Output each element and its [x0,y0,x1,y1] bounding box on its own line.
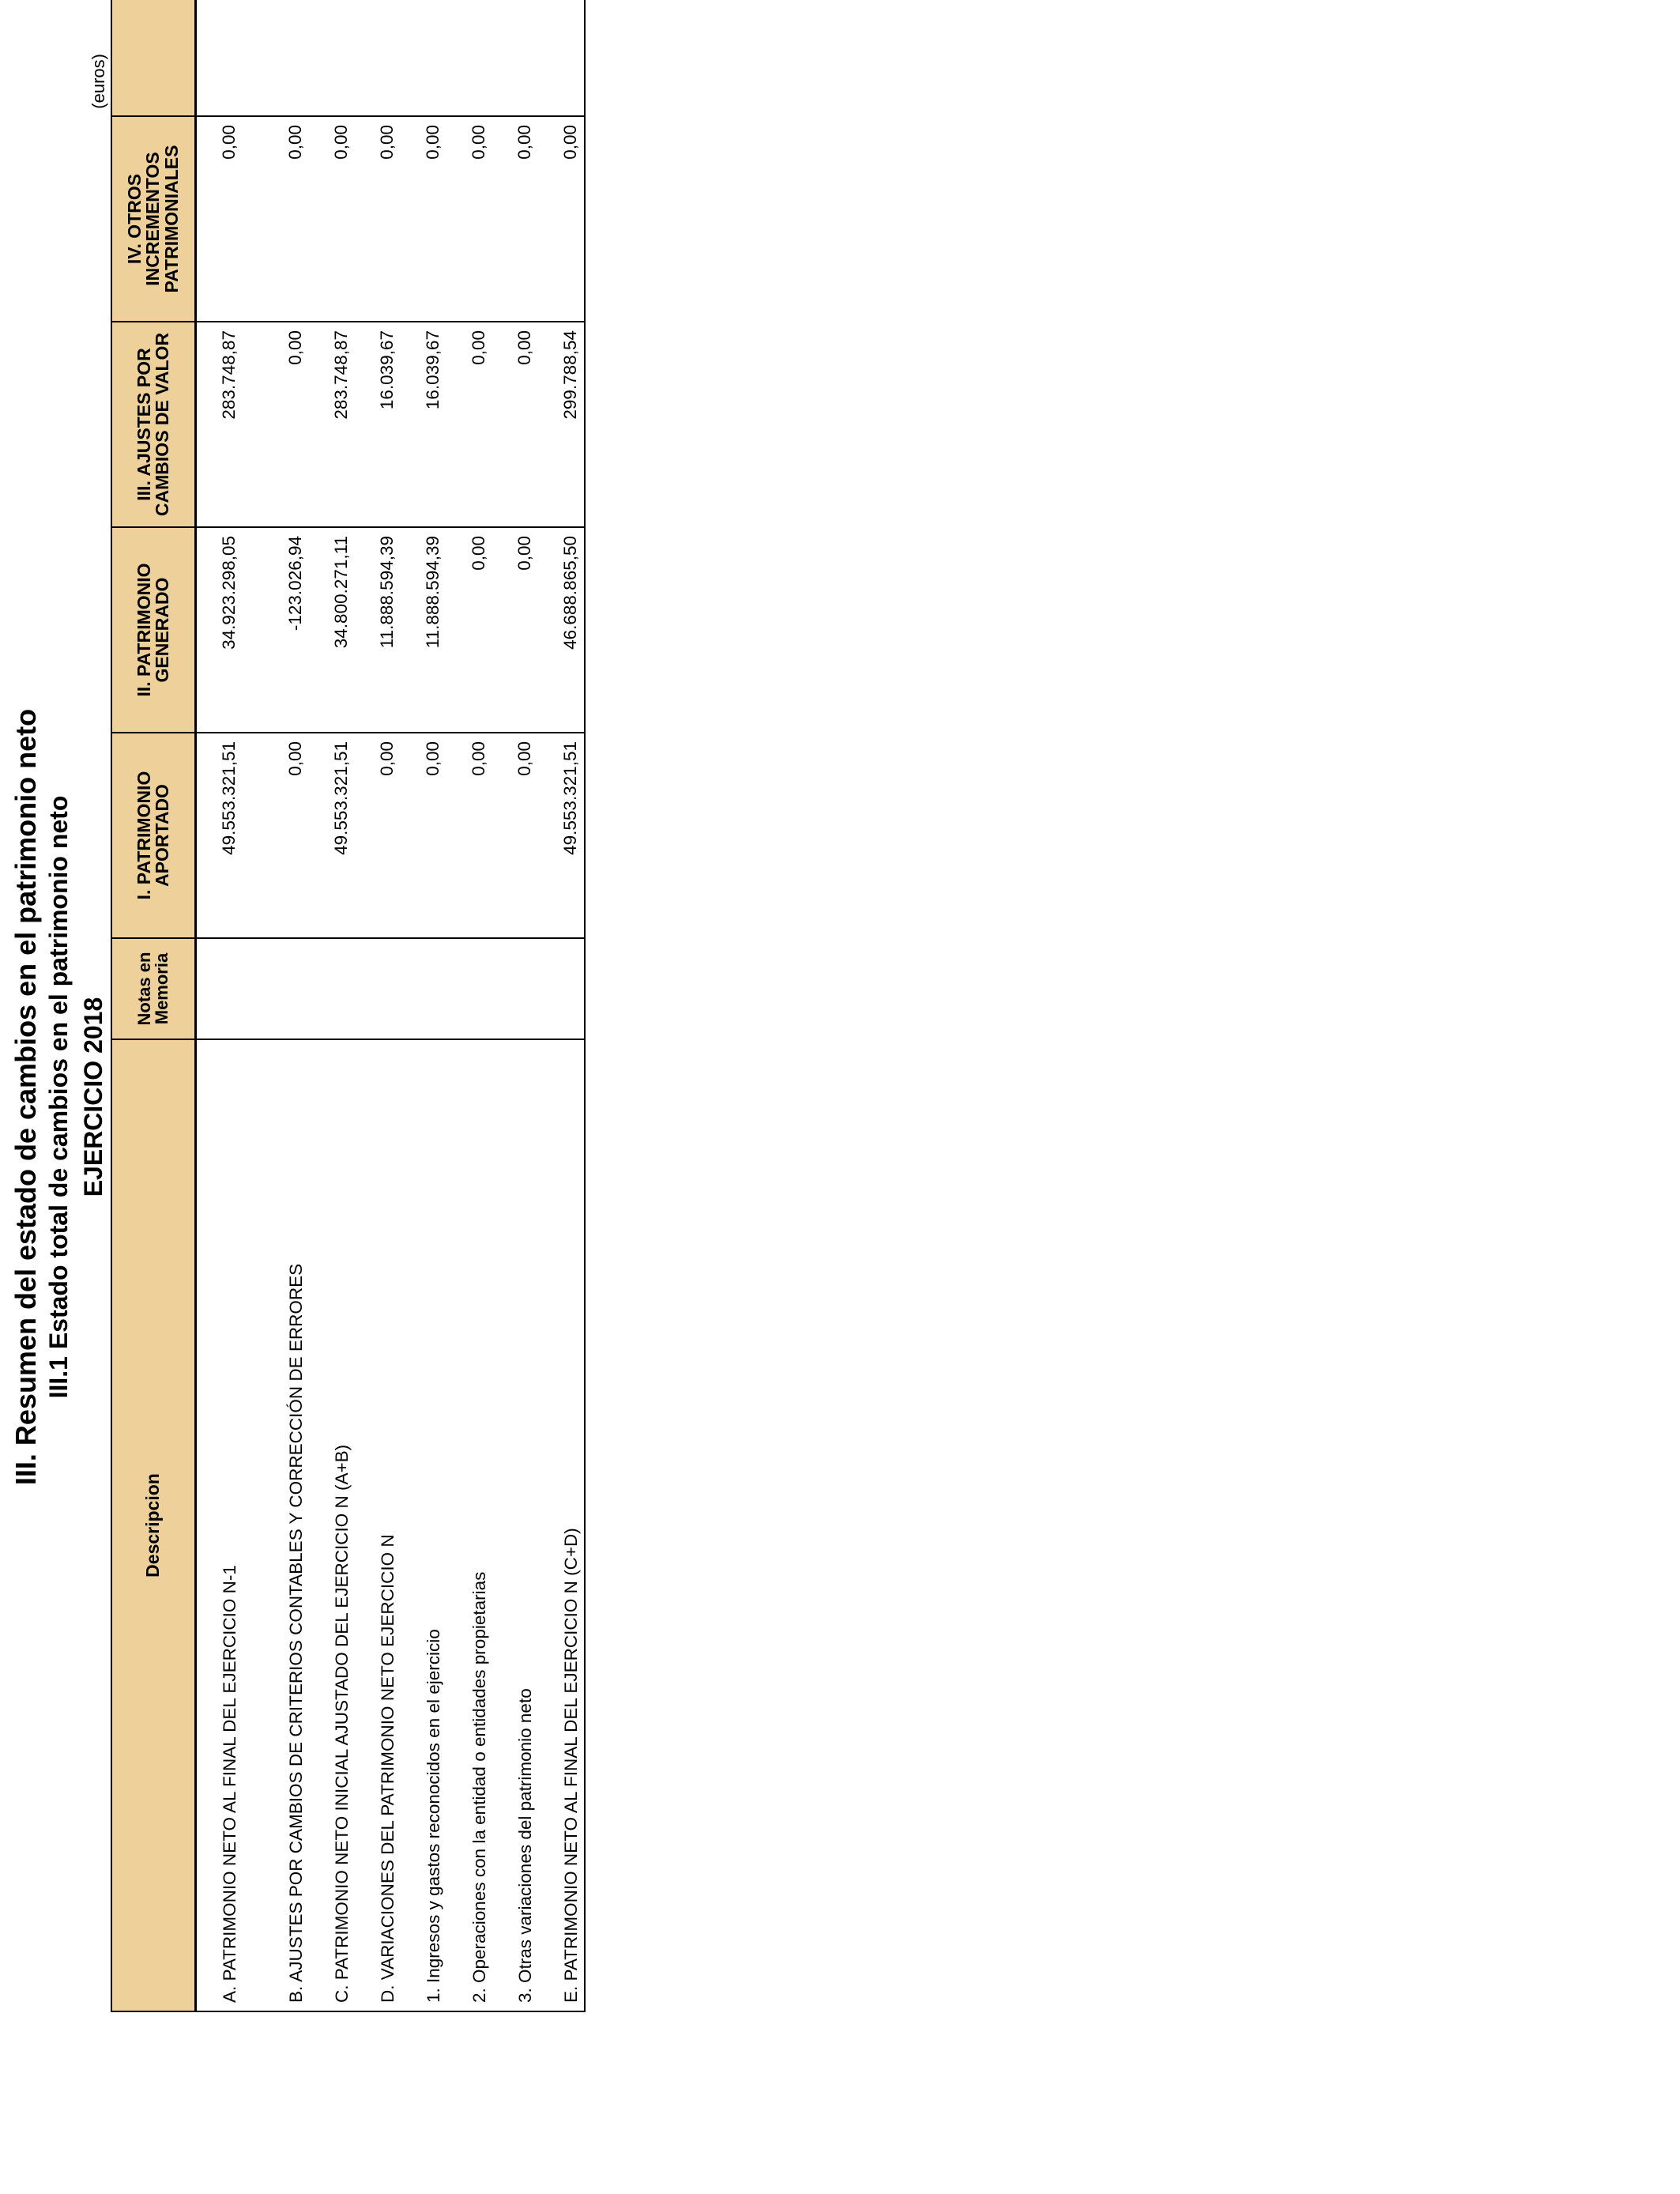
row-aportado: 0,00 [492,733,538,938]
table-row [446,0,492,2011]
row-notas [492,938,538,1039]
row-aportado: 0,00 [446,733,492,938]
row-total [196,0,243,116]
row-description: A. PATRIMONIO NETO AL FINAL DEL EJERCICIO N-1 [196,1039,243,2011]
header-otros-incrementos: IV. OTROS INCREMENTOS PATRIMONIALES [111,116,196,322]
row-ajustes: 0,00 [492,322,538,527]
row-notas [243,938,309,1039]
row-description: C. PATRIMONIO NETO INICIAL AJUSTADO DEL EJERCICIO N (A+B) [309,1039,355,2011]
row-ajustes: 0,00 [243,322,309,527]
row-total [401,0,446,116]
row-aportado: 49.553.321,51 [309,733,355,938]
table-row [538,0,585,2011]
row-description: D. VARIACIONES DEL PATRIMONIO NETO EJERCICIO N [355,1039,401,2011]
row-description: 3. Otras variaciones del patrimonio neto [492,1039,538,2011]
row-generado: 46.688.865,50 [538,527,585,733]
row-notas [446,938,492,1039]
row-aportado: 0,00 [243,733,309,938]
row-generado: 11.888.594,39 [355,527,401,733]
row-ajustes: 16.039,67 [355,322,401,527]
row-otros: 0,00 [355,116,401,322]
row-generado: 34.923.298,05 [196,527,243,733]
row-description: B. AJUSTES POR CAMBIOS DE CRITERIOS CONTABLES Y CORRECCIÓN DE ERRORES [243,1039,309,2011]
row-total [355,0,401,116]
header-patrimonio-aportado: I. PATRIMONIO APORTADO [111,733,196,938]
row-otros: 0,00 [538,116,585,322]
row-generado: 0,00 [446,527,492,733]
table-row [243,0,309,2011]
row-ajustes: 283.748,87 [196,322,243,527]
row-generado: 11.888.594,39 [401,527,446,733]
table-row [492,0,538,2011]
row-aportado: 0,00 [355,733,401,938]
row-otros: 0,00 [446,116,492,322]
row-notas [401,938,446,1039]
row-otros: 0,00 [401,116,446,322]
header-descripcion: Descripcion [111,1039,196,2011]
row-aportado: 0,00 [401,733,446,938]
row-notas [309,938,355,1039]
row-ajustes: 16.039,67 [401,322,446,527]
row-generado: 0,00 [492,527,538,733]
row-total [243,0,309,116]
row-aportado: 49.553.321,51 [538,733,585,938]
row-otros: 0,00 [196,116,243,322]
row-description: 2. Operaciones con la entidad o entidades propietarias [446,1039,492,2011]
units-label: (euros) [89,54,108,109]
row-otros: 0,00 [492,116,538,322]
row-total [309,0,355,116]
report-title: III. Resumen del estado de cambios en el patrimonio neto [9,708,42,1486]
header-ajustes-valor: III. AJUSTES POR CAMBIOS DE VALOR [111,322,196,527]
row-notas [538,938,585,1039]
header-notas: Notas en Memoria [111,938,196,1039]
row-otros: 0,00 [309,116,355,322]
row-ajustes: 0,00 [446,322,492,527]
row-description: E. PATRIMONIO NETO AL FINAL DEL EJERCICIO N (C+D) [538,1039,585,2011]
report-year: EJERCICIO 2018 [79,997,107,1197]
equity-changes-table [111,0,586,2012]
row-description: 1. Ingresos y gastos reconocidos en el ejercicio [401,1039,446,2011]
header-total [111,0,196,116]
report-subtitle: III.1 Estado total de cambios en el patrimonio neto [44,795,73,1399]
row-notas [355,938,401,1039]
table-header-row [111,0,196,2011]
row-total [492,0,538,116]
row-generado: -123.026,94 [243,527,309,733]
table-row [309,0,355,2011]
header-patrimonio-generado: II. PATRIMONIO GENERADO [111,527,196,733]
row-notas [196,938,243,1039]
table-row [355,0,401,2011]
row-ajustes: 299.788,54 [538,322,585,527]
row-aportado: 49.553.321,51 [196,733,243,938]
row-generado: 34.800.271,11 [309,527,355,733]
row-total [538,0,585,116]
row-total [446,0,492,116]
row-otros: 0,00 [243,116,309,322]
table-row [401,0,446,2011]
row-ajustes: 283.748,87 [309,322,355,527]
table-row [196,0,243,2011]
